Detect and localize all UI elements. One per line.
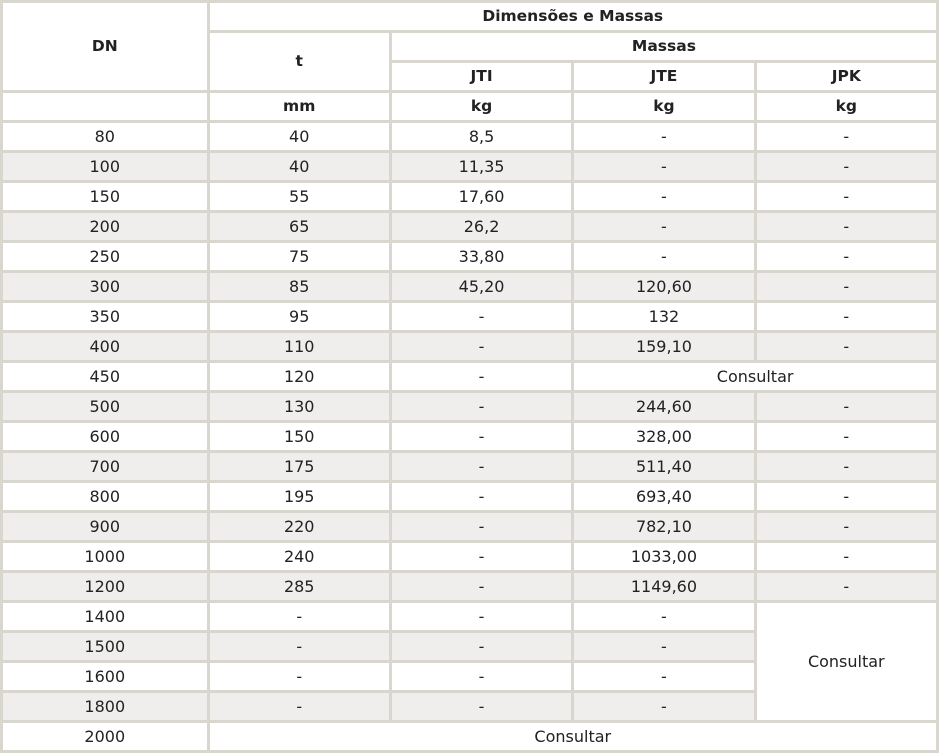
cell-t: - [210,663,389,690]
cell-jti: - [392,603,571,630]
cell-jpk: - [757,123,936,150]
cell-dn: 400 [3,333,207,360]
cell-jte: - [574,603,753,630]
table-row [3,213,936,240]
cell-dn: 250 [3,243,207,270]
cell-dn: 2000 [3,723,207,750]
cell-t: 75 [210,243,389,270]
cell-t: 285 [210,573,389,600]
cell-consultar: Consultar [210,723,936,750]
cell-jte: - [574,123,753,150]
cell-t: 175 [210,453,389,480]
table-row [3,333,936,360]
cell-jti: 33,80 [392,243,571,270]
header-unit-jpk: kg [757,93,936,120]
cell-jte: 120,60 [574,273,753,300]
cell-dn: 450 [3,363,207,390]
header-group-title: Dimensões e Massas [210,3,936,30]
table-row [3,573,936,600]
cell-t: - [210,633,389,660]
cell-jti: - [392,483,571,510]
cell-t: 55 [210,183,389,210]
table-row [3,453,936,480]
table-body [3,123,936,750]
table-row [3,153,936,180]
cell-jpk: - [757,183,936,210]
table-row [3,513,936,540]
table-row [3,603,936,630]
cell-jpk: - [757,483,936,510]
cell-jti: - [392,363,571,390]
cell-dn: 1500 [3,633,207,660]
cell-t: - [210,603,389,630]
cell-jte: 693,40 [574,483,753,510]
cell-jpk: - [757,573,936,600]
cell-jpk: - [757,393,936,420]
cell-jpk: - [757,243,936,270]
header-unit-jte: kg [574,93,753,120]
cell-jte: - [574,183,753,210]
cell-jte: - [574,153,753,180]
cell-jpk: - [757,423,936,450]
header-unit-jti: kg [392,93,571,120]
cell-dn: 150 [3,183,207,210]
cell-dn: 80 [3,123,207,150]
table-row [3,183,936,210]
table-row [3,423,936,450]
cell-jti: - [392,303,571,330]
cell-jte: 511,40 [574,453,753,480]
cell-t: 110 [210,333,389,360]
cell-jti: 8,5 [392,123,571,150]
cell-dn: 200 [3,213,207,240]
cell-jti: - [392,663,571,690]
header-dn: DN [3,3,207,90]
cell-jpk: - [757,273,936,300]
cell-jte: 782,10 [574,513,753,540]
cell-jte: - [574,213,753,240]
cell-dn: 600 [3,423,207,450]
cell-jpk: - [757,153,936,180]
cell-dn: 350 [3,303,207,330]
cell-jte: - [574,243,753,270]
cell-jte: - [574,693,753,720]
table-row [3,123,936,150]
table-row [3,543,936,570]
cell-t: 120 [210,363,389,390]
cell-jte: 244,60 [574,393,753,420]
cell-jpk: - [757,303,936,330]
header-massas: Massas [392,33,936,60]
cell-dn: 1000 [3,543,207,570]
table-row [3,243,936,270]
header-jpk: JPK [757,63,936,90]
cell-t: 65 [210,213,389,240]
cell-jpk: - [757,333,936,360]
cell-dn: 1200 [3,573,207,600]
header-unit-t: mm [210,93,389,120]
table-row [3,273,936,300]
table-row [3,483,936,510]
cell-jti: - [392,543,571,570]
cell-t: 85 [210,273,389,300]
cell-jte: 1149,60 [574,573,753,600]
cell-t: 130 [210,393,389,420]
cell-dn: 1400 [3,603,207,630]
cell-t: 220 [210,513,389,540]
cell-dn: 500 [3,393,207,420]
header-jte: JTE [574,63,753,90]
cell-jte: 1033,00 [574,543,753,570]
cell-dn: 300 [3,273,207,300]
cell-t: 240 [210,543,389,570]
cell-jpk: - [757,213,936,240]
header-t: t [210,33,389,90]
cell-jti: 26,2 [392,213,571,240]
cell-dn: 900 [3,513,207,540]
cell-t: 195 [210,483,389,510]
table-row [3,723,936,750]
cell-dn: 100 [3,153,207,180]
header-jti: JTI [392,63,571,90]
cell-t: 40 [210,123,389,150]
cell-jti: 11,35 [392,153,571,180]
cell-t: 150 [210,423,389,450]
header-unit-dn-empty [3,93,207,120]
cell-consultar: Consultar [574,363,936,390]
table-row [3,303,936,330]
cell-jte: - [574,663,753,690]
table-row [3,393,936,420]
cell-consultar: Consultar [757,603,936,720]
cell-jti: - [392,333,571,360]
cell-jti: - [392,693,571,720]
cell-jti: - [392,393,571,420]
cell-jte: 132 [574,303,753,330]
cell-jti: - [392,573,571,600]
cell-jti: - [392,513,571,540]
cell-dn: 1800 [3,693,207,720]
cell-dn: 1600 [3,663,207,690]
cell-jpk: - [757,543,936,570]
cell-jte: 328,00 [574,423,753,450]
cell-t: 40 [210,153,389,180]
cell-jpk: - [757,453,936,480]
cell-jte: 159,10 [574,333,753,360]
cell-t: - [210,693,389,720]
cell-jti: - [392,423,571,450]
cell-jti: - [392,453,571,480]
cell-jti: 45,20 [392,273,571,300]
cell-jti: 17,60 [392,183,571,210]
cell-dn: 800 [3,483,207,510]
cell-jte: - [574,633,753,660]
cell-jpk: - [757,513,936,540]
cell-dn: 700 [3,453,207,480]
cell-jti: - [392,633,571,660]
cell-t: 95 [210,303,389,330]
table-row [3,363,936,390]
